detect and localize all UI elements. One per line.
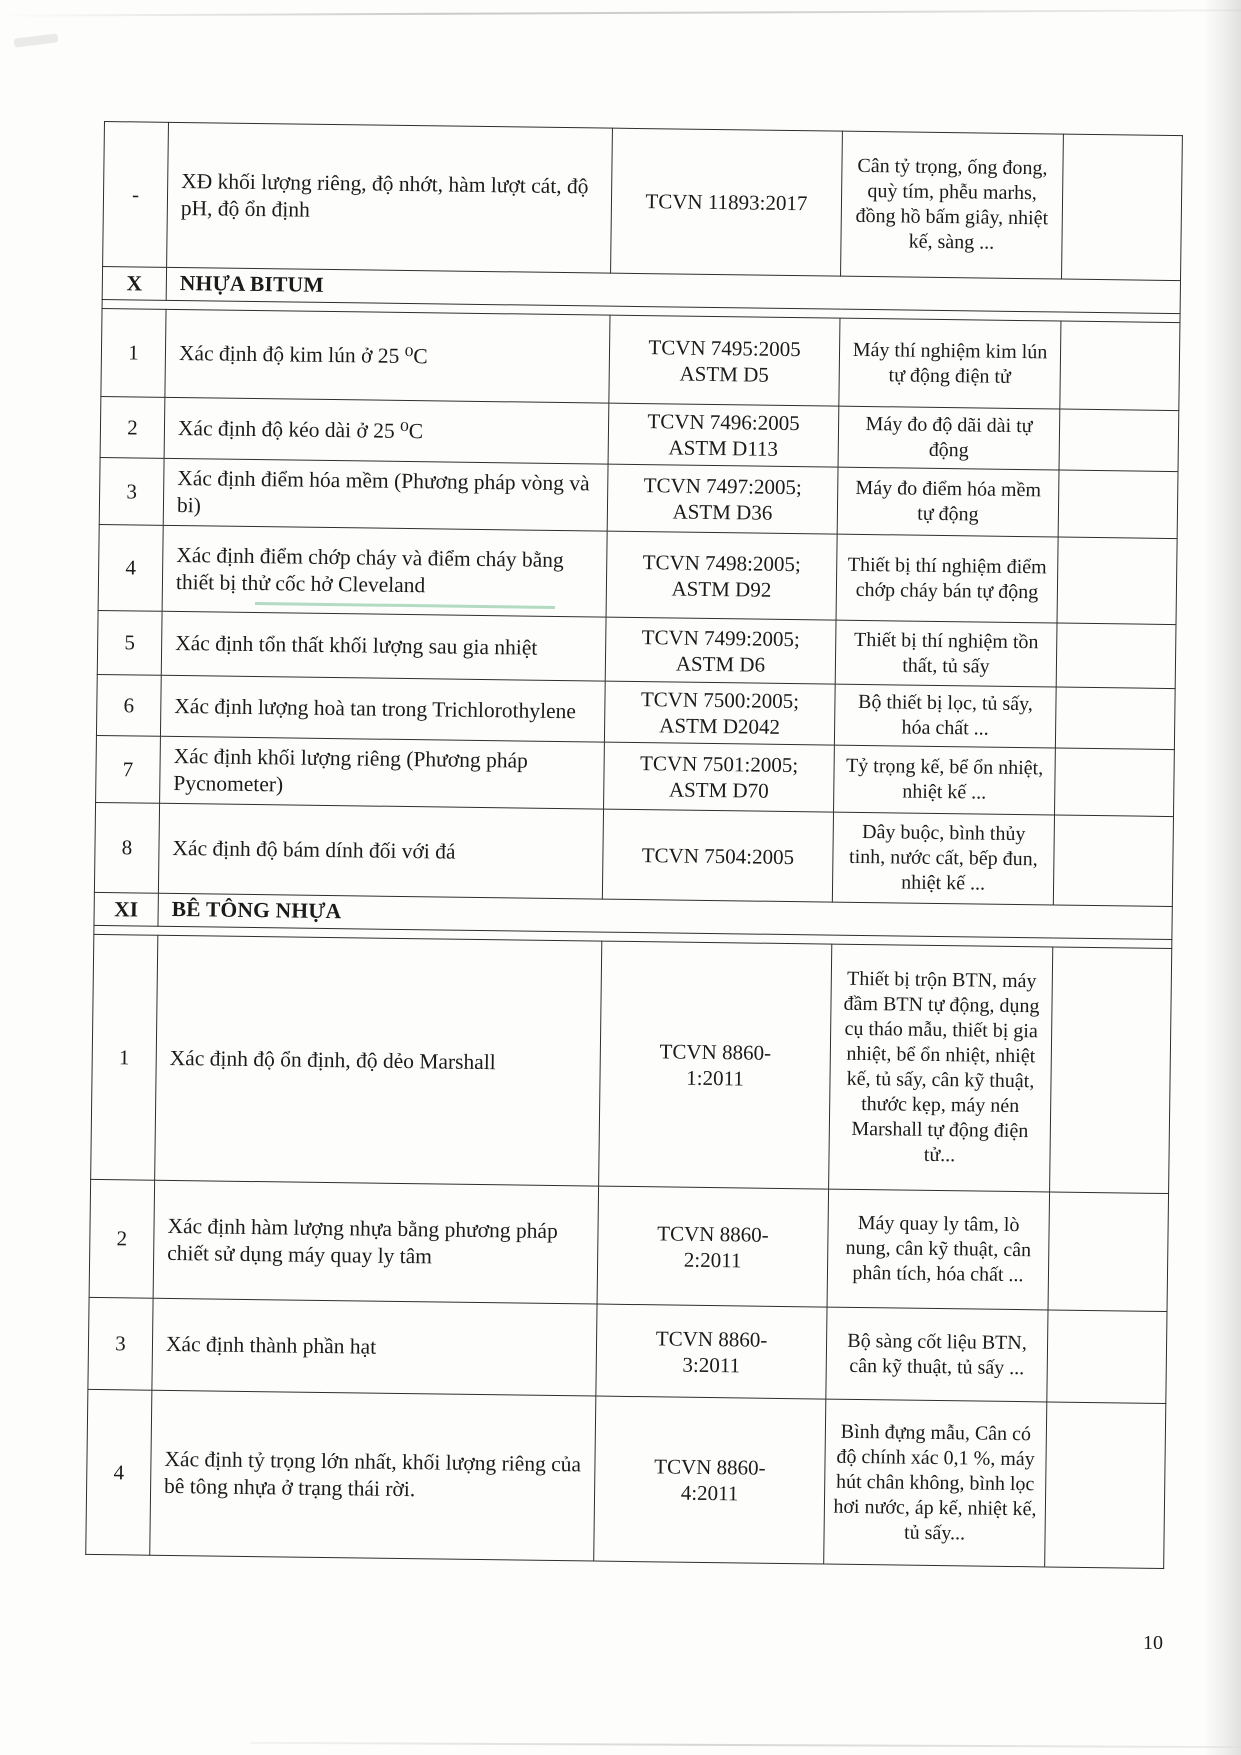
cell-standard: TCVN 8860- 2:2011 [597, 1186, 829, 1307]
cell-standard: TCVN 7499:2005; ASTM D6 [605, 617, 836, 684]
cell-number: 2 [100, 396, 165, 458]
table-row [91, 934, 1172, 1193]
page-number: 10 [1143, 1632, 1163, 1654]
scan-edge-line-top [0, 9, 1241, 16]
table-row [101, 308, 1180, 410]
cell-equipment: Máy đo độ dãi dài tự động [838, 406, 1060, 470]
cell-number: 1 [101, 308, 166, 397]
cell-standard: TCVN 7498:2005; ASTM D92 [606, 531, 837, 620]
cell-number: 7 [96, 735, 161, 803]
cell-description: Xác định khối lượng riêng (Phương pháp Pycnometer) [160, 736, 605, 809]
cell-number: 3 [88, 1297, 153, 1390]
test-methods-table-wrap [85, 121, 1182, 1569]
cell-note [1050, 947, 1172, 1194]
cell-note [1059, 409, 1179, 472]
section-title: NHỰA BITUM [166, 267, 1180, 313]
cell-standard: TCVN 7497:2005; ASTM D36 [607, 464, 838, 534]
table-row [86, 1389, 1166, 1568]
cell-description: Xác định tỷ trọng lớn nhất, khối lượng riêng của bê tông nhựa ở trạng thái rời. [150, 1390, 596, 1561]
cell-number: 4 [86, 1389, 152, 1555]
cell-equipment: Bình đựng mẫu, Cân có độ chính xác 0,1 %, máy hút chân không, bình lọc hơi nước, áp kế, nhiệt kế, tủ sấy... [824, 1399, 1047, 1567]
scan-edge-line-bottom [250, 1742, 1241, 1748]
cell-description: XĐ khối lượng riêng, độ nhớt, hàm lượt cát, độ pH, độ ổn định [167, 122, 613, 273]
cell-equipment: Bộ thiết bị lọc, tủ sấy, hóa chất ... [834, 684, 1056, 748]
cell-note [1047, 1310, 1167, 1404]
cell-standard: TCVN 11893:2017 [611, 128, 843, 276]
section-numeral: XI [94, 892, 158, 926]
cell-description: Xác định tổn thất khối lượng sau gia nhiệt [161, 611, 606, 681]
cell-number: 2 [89, 1179, 155, 1298]
cell-description: Xác định độ kim lún ở 25 ⁰C [165, 309, 610, 403]
cell-note [1048, 1192, 1169, 1312]
table-row [98, 524, 1177, 624]
cell-standard: TCVN 7495:2005 ASTM D5 [609, 315, 840, 406]
cell-equipment: Máy đo điểm hóa mềm tự động [837, 467, 1059, 537]
cell-note [1053, 815, 1173, 907]
cell-equipment: Thiết bị thí nghiệm tồn thất, tủ sấy [835, 620, 1057, 687]
cell-description: Xác định độ bám dính đối với đá [158, 803, 603, 899]
cell-equipment: Thiết bị thí nghiệm điểm chớp cháy bán tự động [836, 534, 1058, 623]
cell-equipment: Dây buộc, bình thủy tinh, nước cất, bếp đun, nhiệt kế ... [832, 812, 1054, 905]
table-row [94, 802, 1173, 906]
cell-description: Xác định điểm hóa mềm (Phương pháp vòng và bi) [163, 458, 608, 531]
cell-number: 6 [96, 674, 161, 736]
cell-standard: TCVN 7500:2005; ASTM D2042 [604, 681, 835, 745]
table-row [89, 1179, 1168, 1311]
cell-description: Xác định điểm chớp cháy và điểm cháy bằng thiết bị thử cốc hở Cleveland [162, 525, 607, 617]
cell-note [1054, 748, 1174, 817]
cell-equipment: Tỷ trọng kế, bể ổn nhiệt, nhiệt kế ... [834, 745, 1056, 815]
cell-standard: TCVN 8860- 1:2011 [599, 941, 832, 1189]
cell-number: 1 [91, 934, 158, 1180]
cell-description: Xác định lượng hoà tan trong Trichlorothylene [160, 675, 605, 742]
cell-note [1060, 321, 1180, 411]
cell-note [1055, 687, 1175, 750]
cell-note [1056, 623, 1176, 689]
section-numeral: X [102, 266, 166, 300]
cell-number: 4 [98, 524, 163, 611]
cell-note [1045, 1402, 1166, 1569]
cell-equipment: Máy quay ly tâm, lò nung, cân kỹ thuật, cân phân tích, hóa chất ... [827, 1189, 1050, 1310]
cell-number: 3 [99, 457, 164, 525]
cell-standard: TCVN 7496:2005 ASTM D113 [608, 403, 839, 467]
page-edge-shadow [1203, 0, 1241, 1755]
cell-description: Xác định hàm lượng nhựa bằng phương pháp chiết sử dụng máy quay ly tâm [153, 1180, 599, 1304]
cell-equipment: Máy thí nghiệm kim lún tự động điện tử [839, 318, 1061, 409]
cell-description: Xác định thành phần hạt [152, 1298, 597, 1396]
table-row [88, 1297, 1167, 1403]
cell-description: Xác định độ kéo dài ở 25 ⁰C [164, 397, 609, 464]
cell-number: - [103, 122, 169, 268]
cell-standard: TCVN 7504:2005 [602, 809, 833, 902]
cell-standard: TCVN 8860- 4:2011 [594, 1396, 826, 1564]
cell-equipment: Bộ sàng cốt liệu BTN, cân kỹ thuật, tủ sấy ... [826, 1307, 1048, 1402]
cell-note [1057, 537, 1177, 625]
cell-description: Xác định độ ổn định, độ dẻo Marshall [155, 935, 602, 1186]
test-methods-table [85, 121, 1183, 1569]
cell-equipment: Cân tỷ trọng, ống đong, quỳ tím, phễu marhs, đồng hồ bấm giây, nhiệt kế, sàng ... [841, 131, 1064, 279]
table-row [103, 122, 1183, 281]
cell-standard: TCVN 7501:2005; ASTM D70 [604, 742, 835, 812]
cell-equipment: Thiết bị trộn BTN, máy đầm BTN tự động, dụng cụ tháo mẫu, thiết bị gia nhiệt, bể ổn nhiệt, nhiệt kế, tủ sấy, cân kỹ thuật, thước kẹp, máy nén Marshall tự động điện tử... [829, 944, 1053, 1192]
cell-number: 8 [94, 802, 159, 893]
cell-note [1062, 134, 1183, 281]
cell-note [1058, 470, 1178, 539]
section-title: BÊ TÔNG NHỰA [158, 893, 1172, 939]
scan-smudge [14, 33, 59, 47]
cell-standard: TCVN 8860- 3:2011 [596, 1304, 827, 1399]
cell-number: 5 [97, 610, 162, 675]
